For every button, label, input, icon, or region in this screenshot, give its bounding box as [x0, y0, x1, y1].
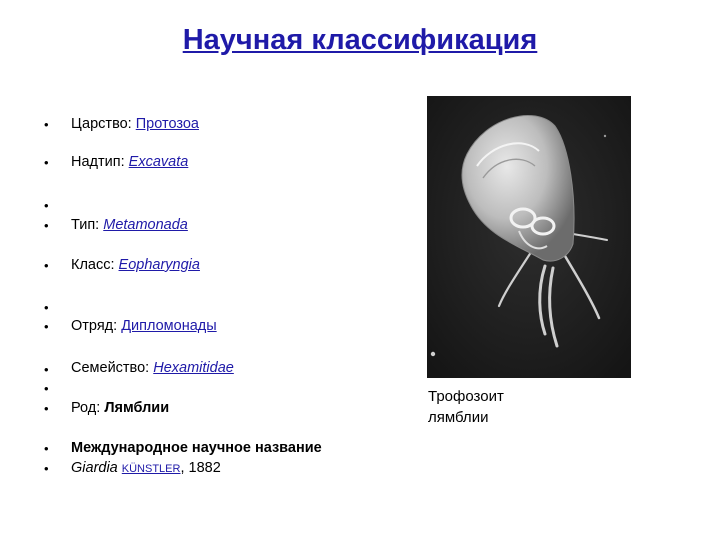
- bullet: •: [44, 117, 49, 132]
- type-label: Тип:: [71, 217, 104, 233]
- bullet: •: [44, 319, 49, 334]
- bullet: •: [44, 198, 49, 213]
- genus-label: Род:: [71, 400, 105, 416]
- bullet: •: [44, 461, 49, 476]
- family-label: Семейство:: [71, 360, 154, 376]
- kingdom-row: [71, 115, 199, 133]
- giardia-illustration: [427, 96, 631, 378]
- caption-line-2: лямблии: [428, 409, 489, 426]
- bullet: •: [44, 155, 49, 170]
- giardia-micrograph: [427, 96, 631, 378]
- genus-value: Лямблии: [104, 400, 170, 416]
- class-label: Класс:: [71, 257, 119, 273]
- bullet: •: [44, 441, 49, 456]
- order-label: Отряд:: [71, 318, 122, 334]
- genus-row: [71, 399, 169, 417]
- kingdom-link[interactable]: Протозоа: [135, 116, 199, 132]
- order-row: [71, 317, 217, 335]
- kingdom-label: Царство:: [71, 116, 136, 132]
- supertype-link[interactable]: Excavata: [128, 154, 189, 170]
- page-title: Научная классификация: [182, 24, 538, 56]
- bullet: •: [44, 362, 49, 377]
- type-link[interactable]: Metamonada: [103, 217, 188, 233]
- intl-name-row: [71, 439, 322, 457]
- class-link[interactable]: Eopharyngia: [118, 257, 200, 273]
- bullet: •: [44, 258, 49, 273]
- species-author-link[interactable]: KÜNSTLER: [121, 463, 181, 475]
- bullet: •: [44, 300, 49, 315]
- species-year: , 1882: [180, 460, 221, 476]
- caption-line-1: Трофозоит: [428, 388, 504, 405]
- image-caption: [428, 386, 504, 428]
- order-link[interactable]: Дипломонады: [121, 318, 217, 334]
- family-row: [71, 359, 234, 377]
- bullet: •: [44, 218, 49, 233]
- bullet: •: [44, 401, 49, 416]
- type-row: [71, 216, 188, 234]
- family-link[interactable]: Hexamitidae: [153, 360, 234, 376]
- supertype-label: Надтип:: [71, 154, 129, 170]
- intl-name-label: Международное научное название: [71, 440, 322, 456]
- species-genus: Giardia: [71, 460, 118, 476]
- species-row: [71, 459, 221, 478]
- bullet: •: [44, 381, 49, 396]
- class-row: [71, 256, 200, 274]
- supertype-row: [71, 153, 188, 171]
